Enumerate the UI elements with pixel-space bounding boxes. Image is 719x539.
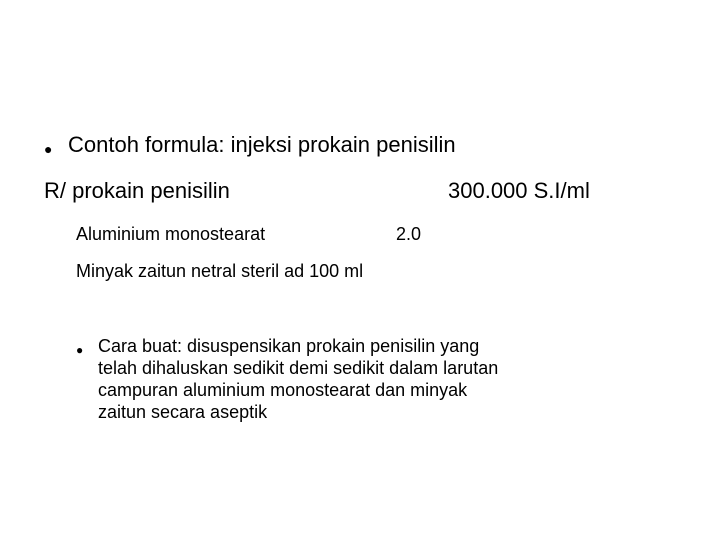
recipe-prefix: R/ prokain penisilin: [44, 178, 230, 203]
formula-title: Contoh formula: injeksi prokain penisilin: [68, 132, 456, 157]
method-line: Cara buat: disuspensikan prokain penisilin yang: [98, 336, 480, 356]
ingredient-aluminium-amount: 2.0: [396, 224, 422, 244]
method-line: zaitun secara aseptik: [98, 402, 268, 422]
method-line: campuran aluminium monostearat dan minyak: [98, 380, 468, 400]
method-paragraph: [98, 335, 688, 423]
recipe-amount: 300.000 S.I/ml: [448, 178, 590, 203]
ingredient-minyak: Minyak zaitun netral steril ad 100 ml: [76, 261, 364, 281]
bullet-icon: ●: [44, 141, 53, 157]
method-line: telah dihaluskan sedikit demi sedikit dalam larutan: [98, 358, 499, 378]
bullet-icon: ●: [76, 343, 84, 357]
ingredient-aluminium-name: Aluminium monostearat: [76, 224, 266, 244]
